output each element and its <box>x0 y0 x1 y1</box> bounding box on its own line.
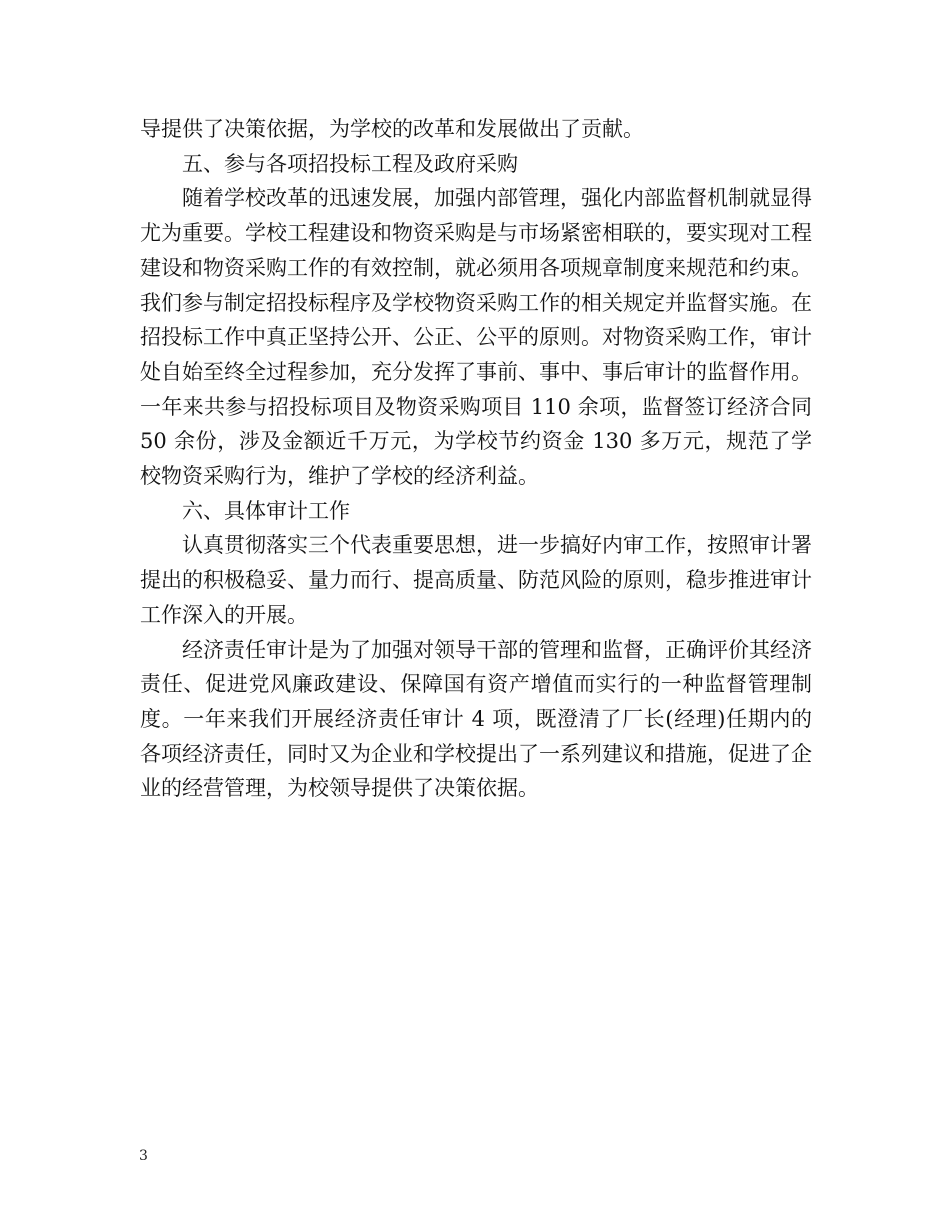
section-heading-audit-work: 六、具体审计工作 <box>182 498 350 523</box>
section-heading-procurement: 五、参与各项招投标工程及政府采购 <box>182 151 518 176</box>
page-number: 3 <box>139 1148 148 1164</box>
paragraph-audit-principles: 认真贯彻落实三个代表重要思想，进一步搞好内审工作，按照审计署提出的积极稳妥、量力而行、提高质量、防范风险的原则，稳步推进审计工作深入的开展。 <box>140 533 812 627</box>
paragraph-procurement: 随着学校改革的迅速发展，加强内部管理，强化内部监督机制就显得尤为重要。学校工程建设和物资采购是与市场紧密相联的，要实现对工程建设和物资采购工作的有效控制，就必须用各项规章制度来规范和约束。我们参与制定招投标程序及学校物资采购工作的相关规定并监督实施。在招投标工作中真正坚持公开、公正、公平的原则。对物资采购工作，审计处自始至终全过程参加，充分发挥了事前、事中、事后审计的监督作用。一年来共参与招投标项目及物资采购项目 110 余项，监督签订经济合同 50 余份，涉及金额近千万元，为学校节约资金 130 多万元，规范了学校物资采购行为，维护了学校的经济利益。 <box>140 186 812 489</box>
paragraph-continuation: 导提供了决策依据，为学校的改革和发展做出了贡献。 <box>140 117 644 141</box>
paragraph-economic-responsibility: 经济责任审计是为了加强对领导干部的管理和监督，正确评价其经济责任、促进党风廉政建设、保障国有资产增值而实行的一种监督管理制度。一年来我们开展经济责任审计 4 项，既澄清了厂长(经理)任期内的各项经济责任，同时又为企业和学校提出了一系列建议和措施，促进了企业的经营管理，为校领导提供了决策依据。 <box>140 637 812 801</box>
document-body <box>140 112 812 806</box>
